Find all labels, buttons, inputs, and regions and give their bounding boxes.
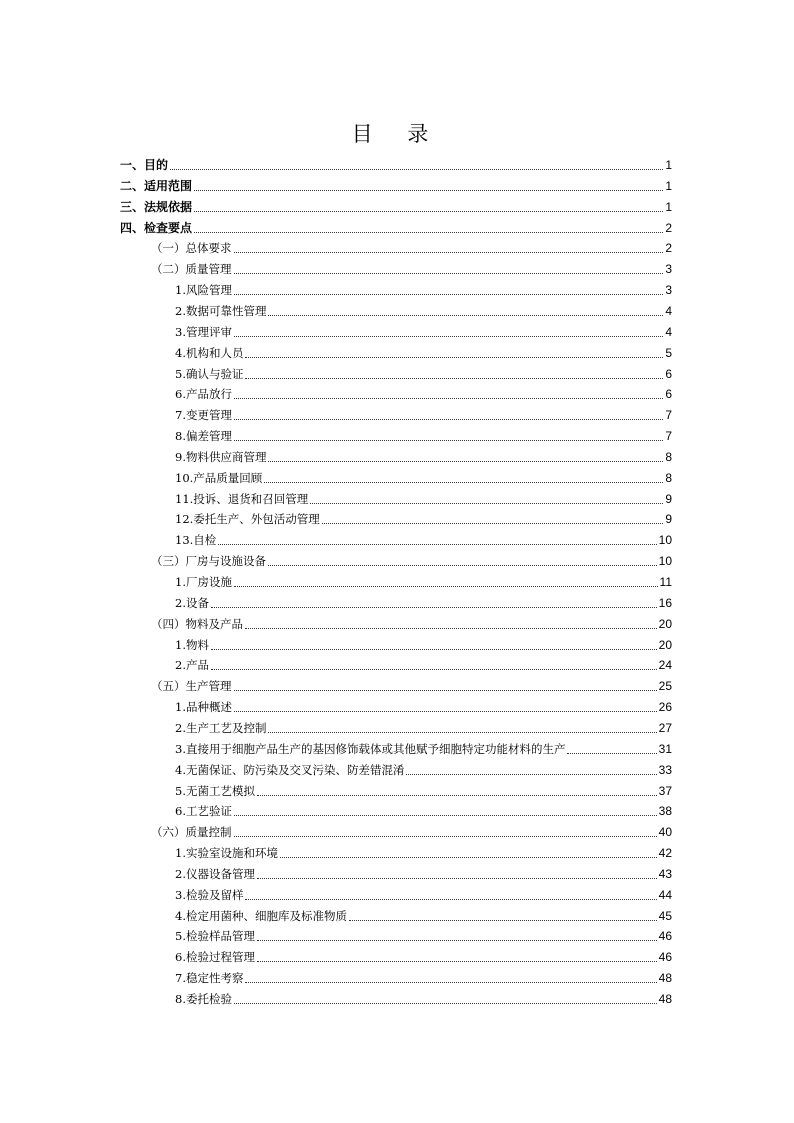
- toc-dot-leader: [268, 731, 656, 733]
- toc-entry[interactable]: [175, 633, 672, 653]
- toc-entry-label: 9.物料供应商管理: [175, 450, 267, 464]
- toc-entry-label: 1.厂房设施: [175, 575, 232, 589]
- toc-dot-leader: [194, 231, 663, 233]
- toc-entry[interactable]: [120, 174, 672, 194]
- toc-dot-leader: [406, 773, 656, 775]
- toc-entry-page-number: 40: [658, 825, 672, 839]
- toc-entry-label: 2.仪器设备管理: [175, 867, 255, 881]
- toc-entry-page-number: 8: [665, 450, 672, 464]
- toc-dot-leader: [234, 710, 657, 712]
- toc-dot-leader: [234, 585, 658, 587]
- toc-entry-label: （四）物料及产品: [151, 617, 243, 631]
- toc-entry-page-number: 9: [665, 492, 672, 506]
- toc-entry-page-number: 20: [658, 638, 672, 652]
- toc-dot-leader: [234, 335, 663, 337]
- toc-entry[interactable]: [175, 987, 672, 1007]
- toc-entry-page-number: 3: [665, 262, 672, 276]
- toc-entry-label: 12.委托生产、外包活动管理: [175, 512, 320, 526]
- toc-dot-leader: [268, 564, 657, 566]
- toc-entry-page-number: 33: [658, 763, 672, 777]
- toc-entry-page-number: 4: [665, 325, 672, 339]
- toc-dot-leader: [349, 919, 657, 921]
- toc-entry-label: 7.稳定性考察: [175, 971, 244, 985]
- toc-dot-leader: [245, 377, 663, 379]
- toc-entry-label: （一）总体要求: [151, 241, 232, 255]
- toc-entry-label: 11.投诉、退货和召回管理: [175, 492, 309, 506]
- toc-entry[interactable]: [175, 278, 672, 298]
- toc-entry-page-number: 45: [658, 909, 672, 923]
- page-title: 目 录: [351, 122, 443, 146]
- toc-entry-label: 三、法规依据: [120, 200, 193, 214]
- toc-entry-page-number: 16: [658, 596, 672, 610]
- toc-entry-label: 8.偏差管理: [175, 429, 232, 443]
- toc-entry-page-number: 38: [658, 804, 672, 818]
- toc-entry[interactable]: [120, 153, 672, 173]
- toc-entry[interactable]: [175, 403, 672, 423]
- toc-entry[interactable]: [175, 779, 672, 799]
- toc-entry[interactable]: [175, 487, 672, 507]
- toc-entry[interactable]: [120, 195, 672, 215]
- toc-entry-label: （二）质量管理: [151, 262, 232, 276]
- toc-entry-page-number: 7: [665, 429, 672, 443]
- toc-entry-label: 四、检查要点: [120, 221, 193, 235]
- toc-entry[interactable]: [175, 299, 672, 319]
- toc-entry[interactable]: [175, 841, 672, 861]
- toc-entry-label: 一、目的: [120, 158, 169, 172]
- toc-dot-leader: [310, 502, 663, 504]
- toc-entry-label: 6.工艺验证: [175, 804, 232, 818]
- toc-entry[interactable]: [151, 612, 672, 632]
- toc-entry[interactable]: [175, 341, 672, 361]
- toc-entry-page-number: 27: [658, 721, 672, 735]
- toc-entry-page-number: 37: [658, 784, 672, 798]
- toc-dot-leader: [234, 814, 657, 816]
- toc-entry-page-number: 4: [665, 304, 672, 318]
- toc-entry-page-number: 1: [665, 200, 672, 214]
- toc-entry-label: （六）质量控制: [151, 825, 232, 839]
- toc-dot-leader: [218, 543, 656, 545]
- toc-dot-leader: [234, 418, 663, 420]
- toc-entry-page-number: 10: [658, 554, 672, 568]
- toc-entry[interactable]: [175, 862, 672, 882]
- toc-entry[interactable]: [175, 945, 672, 965]
- toc-entry-label: 3.检验及留样: [175, 888, 244, 902]
- toc-dot-leader: [245, 356, 663, 358]
- toc-entry[interactable]: [175, 653, 672, 673]
- toc-entry-label: 10.产品质量回顾: [175, 471, 263, 485]
- toc-entry-page-number: 7: [665, 408, 672, 422]
- toc-entry-label: 2.设备: [175, 596, 209, 610]
- toc-entry[interactable]: [175, 591, 672, 611]
- toc-dot-leader: [234, 439, 663, 441]
- toc-entry[interactable]: [175, 362, 672, 382]
- toc-entry[interactable]: [175, 758, 672, 778]
- toc-dot-leader: [194, 189, 663, 191]
- toc-entry-page-number: 3: [665, 283, 672, 297]
- toc-entry-label: 6.产品放行: [175, 387, 232, 401]
- toc-entry[interactable]: [175, 466, 672, 486]
- toc-entry-page-number: 10: [658, 533, 672, 547]
- toc-dot-leader: [245, 898, 656, 900]
- toc-entry-page-number: 46: [658, 929, 672, 943]
- toc-dot-leader: [170, 168, 663, 170]
- toc-entry-page-number: 1: [665, 158, 672, 172]
- toc-entry-label: 5.无菌工艺模拟: [175, 784, 255, 798]
- toc-dot-leader: [211, 606, 657, 608]
- toc-entry-page-number: 2: [665, 221, 672, 235]
- toc-entry-label: 3.管理评审: [175, 325, 232, 339]
- toc-dot-leader: [234, 1002, 657, 1004]
- toc-entry-page-number: 26: [658, 700, 672, 714]
- toc-entry[interactable]: [175, 320, 672, 340]
- toc-dot-leader: [234, 251, 664, 253]
- toc-entry-label: 7.变更管理: [175, 408, 232, 422]
- toc-entry-page-number: 46: [658, 950, 672, 964]
- toc-entry-label: 8.委托检验: [175, 992, 232, 1006]
- toc-entry-label: （五）生产管理: [151, 679, 232, 693]
- toc-dot-leader: [257, 794, 657, 796]
- toc-entry-page-number: 2: [665, 241, 672, 255]
- toc-dot-leader: [567, 752, 656, 754]
- toc-entry-label: 5.检验样品管理: [175, 929, 255, 943]
- toc-entry-label: 5.确认与验证: [175, 367, 244, 381]
- toc-entry-page-number: 44: [658, 888, 672, 902]
- toc-entry[interactable]: [175, 528, 672, 548]
- toc-entry-label: 4.机构和人员: [175, 346, 244, 360]
- toc-entry[interactable]: [175, 716, 672, 736]
- toc-entry-label: 3.直接用于细胞产品生产的基因修饰载体或其他赋予细胞特定功能材料的生产: [175, 742, 566, 756]
- toc-dot-leader: [234, 293, 663, 295]
- toc-dot-leader: [194, 210, 663, 212]
- toc-entry[interactable]: [175, 507, 672, 527]
- toc-entry[interactable]: [151, 549, 672, 569]
- toc-entry-page-number: 6: [665, 387, 672, 401]
- toc-entry[interactable]: [175, 570, 672, 590]
- toc-dot-leader: [280, 856, 657, 858]
- toc-entry-page-number: 8: [665, 471, 672, 485]
- toc-entry-page-number: 48: [658, 971, 672, 985]
- toc-dot-leader: [234, 397, 663, 399]
- toc-entry-page-number: 20: [658, 617, 672, 631]
- toc-dot-leader: [211, 648, 657, 650]
- toc-entry[interactable]: [151, 236, 672, 256]
- toc-entry-page-number: 11: [659, 575, 672, 589]
- toc-entry-label: 1.物料: [175, 638, 209, 652]
- toc-dot-leader: [234, 689, 657, 691]
- toc-entry-label: 1.品种概述: [175, 700, 232, 714]
- toc-entry[interactable]: [151, 257, 672, 277]
- toc-entry-page-number: 9: [665, 512, 672, 526]
- toc-entry-label: 4.无菌保证、防污染及交叉污染、防差错混淆: [175, 763, 405, 777]
- toc-entry[interactable]: [175, 445, 672, 465]
- toc-dot-leader: [245, 981, 656, 983]
- toc-entry-page-number: 31: [658, 742, 672, 756]
- toc-dot-leader: [257, 939, 657, 941]
- toc-dot-leader: [264, 481, 663, 483]
- toc-entry[interactable]: [175, 695, 672, 715]
- toc-dot-leader: [257, 960, 657, 962]
- toc-entry-label: 二、适用范围: [120, 179, 193, 193]
- toc-entry[interactable]: [175, 737, 672, 757]
- toc-entry-label: 1.实验室设施和环境: [175, 846, 278, 860]
- toc-entry[interactable]: [175, 883, 672, 903]
- toc-entry-label: 2.生产工艺及控制: [175, 721, 267, 735]
- toc-entry-label: 13.自检: [175, 533, 217, 547]
- toc-entry[interactable]: [151, 820, 672, 840]
- toc-entry-label: 1.风险管理: [175, 283, 232, 297]
- toc-dot-leader: [322, 522, 664, 524]
- toc-entry-page-number: 6: [665, 367, 672, 381]
- toc-entry-page-number: 42: [658, 846, 672, 860]
- toc-entry-label: 2.数据可靠性管理: [175, 304, 267, 318]
- toc-entry-label: 6.检验过程管理: [175, 950, 255, 964]
- toc-entry-page-number: 5: [665, 346, 672, 360]
- toc-dot-leader: [234, 835, 657, 837]
- toc-entry[interactable]: [175, 382, 672, 402]
- toc-dot-leader: [234, 272, 664, 274]
- toc-entry-page-number: 48: [658, 992, 672, 1006]
- toc-entry-label: 2.产品: [175, 658, 209, 672]
- toc-entry-page-number: 24: [658, 658, 672, 672]
- toc-dot-leader: [245, 627, 657, 629]
- toc-entry-page-number: 25: [658, 679, 672, 693]
- toc-dot-leader: [257, 877, 657, 879]
- toc-entry-page-number: 1: [665, 179, 672, 193]
- toc-entry[interactable]: [175, 924, 672, 944]
- toc-entry[interactable]: [175, 799, 672, 819]
- toc-dot-leader: [268, 314, 663, 316]
- toc-entry[interactable]: [120, 216, 672, 236]
- toc-entry[interactable]: [175, 904, 672, 924]
- toc-dot-leader: [268, 460, 663, 462]
- toc-entry[interactable]: [175, 966, 672, 986]
- toc-dot-leader: [211, 668, 657, 670]
- toc-entry[interactable]: [175, 424, 672, 444]
- toc-entry-page-number: 43: [658, 867, 672, 881]
- toc-entry-label: 4.检定用菌种、细胞库及标准物质: [175, 909, 347, 923]
- toc-entry[interactable]: [151, 674, 672, 694]
- toc-entry-label: （三）厂房与设施设备: [151, 554, 266, 568]
